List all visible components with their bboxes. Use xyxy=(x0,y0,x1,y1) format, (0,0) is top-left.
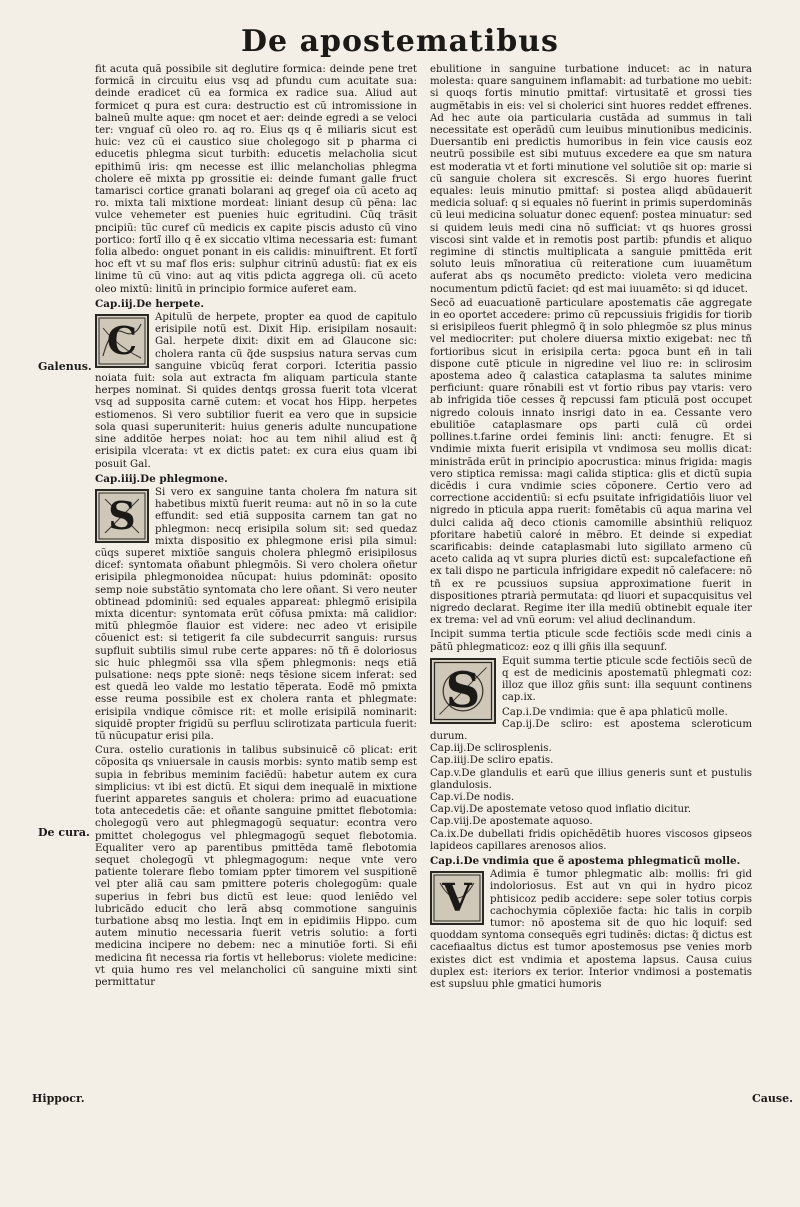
right-column xyxy=(430,64,752,1124)
margin-note-galenus: Galenus. xyxy=(38,360,92,373)
ornamental-initial-s: S xyxy=(430,658,496,724)
ornamental-initial-v: V xyxy=(430,871,484,925)
left-column xyxy=(95,64,417,1124)
ornamental-initial-c: C xyxy=(95,314,149,368)
list-item: Cap.i.De vndimia: que ẽ apa phlaticũ molle. xyxy=(502,706,728,718)
paragraph: V Adimia ẽ tumor phlegmatic alb: mollis: fri gid indoloriosus. Est aut vn qui in hydro picoz phtisicoz pedib accidere: sepe soler totius corpis cachochymia cõplexiõe facta: hic talis in corpib tumor: nõ apostema sit de quo hic loquif: sed quoddam syntoma consequẽs egri tudinẽs: dictas: q̃ dictus est cacefiaaltus dictus est tumor apostemosus pse venies morb existes dict est vndimia et apostema lapsus. Causa cuius duplex est: iteriors ex terior. Interior vndimosi a postematis est supsluu phle gmatici humoris xyxy=(430,869,752,991)
list-item: Cap.iiij.De scliro epatis. xyxy=(430,755,554,767)
paragraph: Secõ ad euacuationẽ particulare apostematis cãe aggregate in eo oportet accedere: primo cũ repcussiuis frigidis for tiorib si erisipileos fuerit phlegmõ q̃ in solo phlegmõe sz plus minus vel mediocriter: put cholere diuersa mixtio exigebat: nec tñ fortioribus sicut in erisipila certa: pgoca bunt eñ in tali dispone cutẽ pticule in nigredine vel liuo re: in sclirosim apostema adeo q̃ calastica cataplasma ta salutes minime perficiunt: quare rõnabili est vt fortio ribus pay vtaris: vero ab infrigida tiõe cesses q̃ repcussi fam pticulã post occupet nigredo colouis innato insrigi dato in ea. Cessante vero ebulitiõe cataplasmare ops parti culã cũ ordei pollines.t.farine ordei feminis lini: ancti: fenugre. Et si vndimie mixta fuerit erisipila vt vndimosa seu mollis dicat: ministrãda erũt in principio apocrustica: minus frigida: magis vero stiptica remissa: magi calida stiptica: glis et dictũ supia dicẽdis i cura vndimie scies cõponere. Certio vero ad correctione accidentiũ: si ecfu psuitate infrigidatiõis liuor vel nigredo in pticula appa ruerit: fomẽtabis cũ aqua marina vel dulci calida aq̃ deco ctionis camomille absinthiũ reliquoz pforitare habetiũ caloré in mẽbro. Et deinde si expediat scarificabis: deinde cataplasmabi luto sigillato armeno cũ aceto calida aq vt supra pluries dictũ est: supcalefactione eñ ex tali dispo ne particula infrigidare expedit nõ calefacere: nõ tñ ex re pcussiuos supsiua approximatione fuerit in dispositiones ptrarià permutata: qd liuori et supacquisitus vel nigredo declarat. Regime iter illa mediũ obtinebit equale iter ex trema: vel ad vnũ eorum: vel aliud declinandum. xyxy=(430,297,752,627)
list-item: Cap.vij.De apostemate vetoso quod inflatio dicitur. xyxy=(430,804,692,816)
ornamental-initial-s: S xyxy=(95,489,149,543)
list-item: Cap.v.De glandulis et earũ que illius generis sunt et pustulis glandulosis. xyxy=(430,767,752,791)
paragraph: ebulitione in sanguine turbatione inducet: ac in natura molesta: quare sanguinem inflamabit: ad turbatione mo uebit: si quoqs fortis minutio pmittaf: virtusitatẽ et grossi ties augmẽtabis in eis: vel si cholerici sint huores reddet effrenes. Ad hec aute oia particularia custãda ad summus in tali necessitate est operãdũ cum leuibus minutionibus medicinis. Duersantib eni predictis humoribus in fein vice causis eoz neutrũ possibile est sibi mutuus excedere ea que sm natura est moderatia vt et forti minutione vel solutiõe sit op: marie si cũ sanguie cholera sit excrescẽs. Si ergo huores fuerint equales: leuis minutio pmittaf: si postea aliqd abũdauerit medicia soluaf: q si equales nõ fuerint in primis superdominãs cũ leui medicina soluatur donec equenf: postea minuatur: sed si quidem leuis medi cina nõ sufficiat: vt qs huores grossi viscosi sint valde et in remotis post partib: pfundis et aliquo regimine di stinctis multiplicata a sanguie pmittẽda erit soluto leuis mĩnoratiua cũ reiteratione cum iuuamẽtum auferat abs qs nocumẽto predicto: violeta vero medicina nocumentum pdictũ faciet: qd est mai iuuamẽto: si qd iducet. xyxy=(430,64,752,295)
list-item: Cap.vi.De nodis. xyxy=(430,791,515,803)
margin-note-cause: Cause. xyxy=(752,1092,793,1105)
paragraph: S Equit summa tertie pticule scde fectiõis secũ de q est de medicinis apostematũ phlegmati coz: illoz que illoz gñis sunt: illa sequunt continens cap.ix. xyxy=(430,656,752,705)
paragraph: C Apitulũ de herpete, propter ea quod de capitulo erisipile notũ est. Dixit Hip. erisipilam nosauit: Gal. herpete dixit: dixit em ad Glaucone sic: cholera ranta cũ q̃de suspsius natura servas cum sanguine vbicũq ferat corpori. Icteritia passio noiata fuit: sola aut extracta fm aliquam particula stante herpes nominat. Si quides dentqs grossa fuerit tota vlcerat vsq ad supposita carnẽ cutem: et vocat hos Hipp. herpetes estiomenos. Si vero subtilior fuerit ea vero que in supsicie sola quasi superuniterit: huius generis adulte nuncupatione sine additõe herpes noiat: hoc au tem nihil aliud est q̃ erisipila vlcerata: vt ex dictis patet: ex cura eius quam ibi posuit Gal. xyxy=(95,312,417,470)
paragraph: Incipit summa tertia pticule scde fectiõis scde medi cinis a pãtũ phlegmaticoz: eoz q illi gñis illa sequunf. xyxy=(430,629,752,653)
chapter-heading: Cap.iij.De herpete. xyxy=(95,297,204,310)
list-item: Cap.iij.De sclirosplenis. xyxy=(430,743,552,755)
margin-note-de-cura: De cura. xyxy=(38,826,90,839)
list-item: Cap.viij.De apostemate aquoso. xyxy=(430,816,593,828)
chapter-list xyxy=(430,707,752,853)
chapter-heading: Cap.i.De vndimia que ẽ apostema phlegmaticũ molle. xyxy=(430,855,741,867)
list-item: Ca.ix.De dubellati fridis opichẽdẽtib huores viscosos gipseos lapideos capillares arenosos alios. xyxy=(430,828,752,852)
margin-note-hippocr: Hippocr. xyxy=(32,1092,85,1105)
paragraph: Cura. ostelio curationis in talibus subsinuicẽ cõ plicat: erit cõposita qs vniuersale in causis morbis: synto matib semp est supia in febribus meminim faciẽdũ: habetur autem ex cura simplicius: vt ibi est dictũ. Et siqui dem inequalẽ in mixtione fuerint apparetes sanguis et cholera: primo ad euacuatione tota antecedetis cãe: et oñante sanguine pmittet flebotomia: cholegogũ vero aut phlegmagogũ sequatur: econtra vero pmittet cholegogus vel phlegmagogũ sequet flebotomia. Equaliter vero ap parentibus pmittẽda tamẽ flebotomia sequet cholegogũ vt phlegmagogum: neque vnte vero patiente tolerare flebo tomiam ppter timorem vel suspitionẽ vel pter aliã cau sam pmittere poteris cholegogũm: quale superius in febri bus dictũ est leue: quod leniẽdo vel lubricãdo educit cho lerã absq commotione sanguinis turbatione absq mo lestia. Inqt em in epidimiis Hippo. cum autem minutio necessaria fuerit vetris solutio: a forti medicina incipere no debem: nec a minutiõe forti. Si eñi medicina fit necessa ria fortis vt helleborus: violete medicine: vt quia humo res vel melancholici cũ sanguine mixti sint permittatur xyxy=(95,745,417,989)
paragraph: S Si vero ex sanguine tanta cholera fm natura sit habetibus mixtũ fuerit reuma: aut nõ in so la cute effundit: sed etiã supposita carnem tan gat no phlegmon: necq erisipila solum sit: sed quedaz mixta dispositio ex phlegmone erisi pila simul: cũqs superet mixtiõe sanguis cholera phlegmõ erisipilosus dicef: syntomata oñabunt phlegmõis. Si vero cholera oñetur erisipila phlegmonoidea nũcupat: huius pdominãt: oposito semp noie substãtio syntomata cho lere oñant. Si vero neuter obtinead pdominiũ: sed equales appareat: phlegmõ erisipila mixta dicentur: syntomata erũt cõfusa pmixta: mã calidior: mitũ phlegmõe flauior est videre: nec adeo vt erisipile cõuenict est: si tetigerit fa cile subdecurrit sanguis: rursus supfluit subtilis simul rube certe appares: nõ tñ ẽ doloriosus sic huic phlegmõi ssa vlla sp̃em phlegmonis: neqs etiã pulsatione: neqs ppte sionẽ: neqs tẽsione sicem inferat: sed est quedã leo valde mo lestatio tẽperata. Eodẽ mõ pmixta esse reuma possibile est ex cholera ranta et phlegmate: erisipila vndique cõmisce rit: et molle erisipilã nominarit: siquidẽ propter frigidũ su perfluu sclirotizata particula fuerit: tũ nũcupatur erisi pila. xyxy=(95,486,417,742)
page-title: De apostematibus xyxy=(241,24,559,59)
chapter-heading: Cap.iiij.De phlegmone. xyxy=(95,472,228,485)
paragraph: fit acuta quã possibile sit deglutire formica: deinde pene tret formicã in circuitu eius vsq ad pfundu cum acuitate sua: deinde eradicet cũ ea formica ex radice sua. Aliud aut formicet q pura est cura: destructio est cũ intromissione in balneũ multe aque: qm nocet et aer: deinde egredi a se veloci ter: vnguaf cũ oleo ro. aq ro. Eius qs q ẽ miliaris sicut est huic: vez cũ ei caustico siue cholegogo sit p pharma ci educetis phlegma sicut turbith: educetis melacholia sicut epithimũ iris: qm necesse est illic melancholias phlegma cholere eẽ mixta pp grossitie ei: deinde fumant galle fruct tamarisci cortice granati bolarani aq gregef oia cũ aceto aq ro. mixta tali mixtione mordeat: liniant desup cũ pẽna: lac vulce vehemeter est puenies huic egritudini. Cũq trãsit pncipiũ: tũc curef cũ medicis ex capite piscis adusto cũ vino portico: fortĩ illo q ẽ ex siccatio vltima necessaria est: fumant folia albedo: onguet ponant in eis calidis: minuiftrent. Et fortĩ hoc eft vt su maf flos eris: sulphur citrinũ adustũ: fiat ex eis linime tũ cũ vino: aut aq vitis pdicta aggrega oli. cũ aceto oleo mixtũ: linitũ in principio formice auferet eam. xyxy=(95,64,417,295)
list-item: Cap.ij.De scliro: est apostema scleroticum durum. xyxy=(430,718,752,742)
